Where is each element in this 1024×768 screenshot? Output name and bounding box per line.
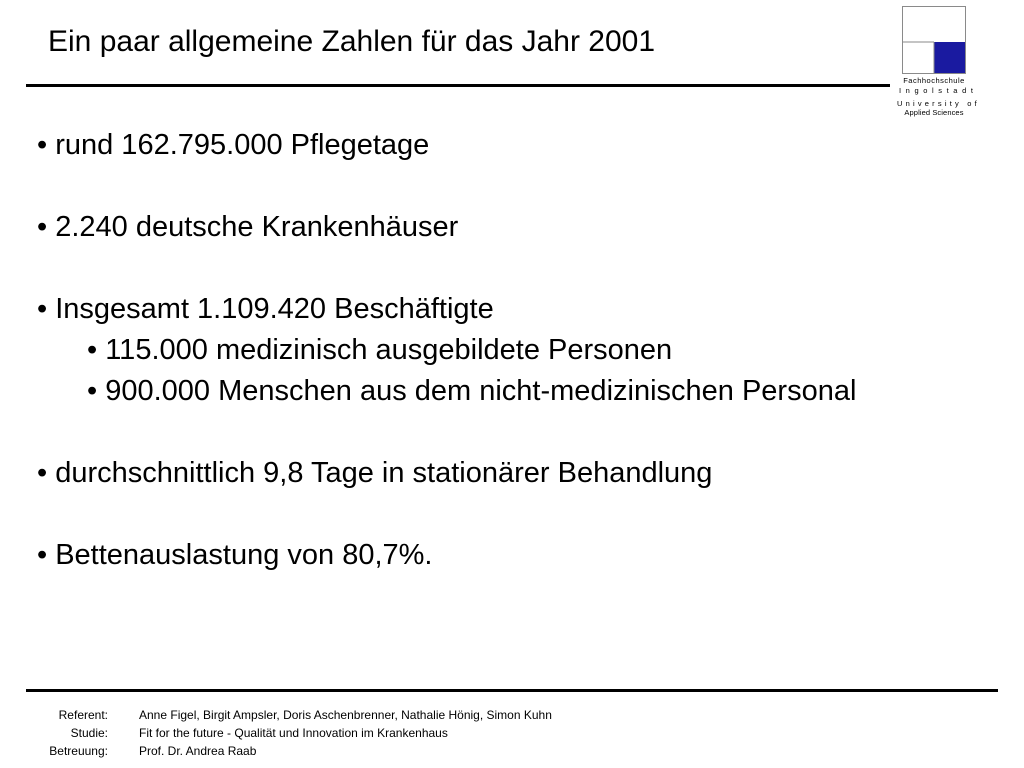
footer-label: Betreuung: — [49, 744, 108, 758]
bullet-item: • durchschnittlich 9,8 Tage in stationärer Behandlung — [37, 457, 713, 489]
footer-value: Prof. Dr. Andrea Raab — [139, 744, 257, 758]
footer-row-betreuung — [0, 742, 552, 760]
footer-row-studie — [0, 724, 552, 742]
bullet-item: • rund 162.795.000 Pflegetage — [37, 129, 430, 161]
slide-title: Ein paar allgemeine Zahlen für das Jahr 2001 — [48, 25, 656, 58]
logo-mark-icon — [902, 6, 966, 76]
logo-text-line: Applied Sciences — [904, 108, 964, 117]
bullet-item: • Bettenauslastung von 80,7%. — [37, 539, 433, 571]
logo-text-line: Fachhochschule — [903, 76, 965, 85]
footer-value: Anne Figel, Birgit Ampsler, Doris Aschenbrenner, Nathalie Hönig, Simon Kuhn — [139, 708, 552, 722]
bullet-item: • 2.240 deutsche Krankenhäuser — [37, 211, 459, 243]
footer-value: Fit for the future - Qualität und Innovation im Krankenhaus — [139, 726, 448, 740]
footer-row-referent — [0, 706, 552, 724]
sub-bullet-item: • 900.000 Menschen aus dem nicht-medizinischen Personal — [87, 375, 857, 407]
footer — [0, 706, 552, 760]
bullet-item — [37, 289, 887, 412]
logo-text-line: Ingolstadt — [899, 86, 978, 95]
logo-text-line: University of — [897, 99, 980, 108]
footer-label: Studie: — [70, 726, 108, 740]
footer-divider — [26, 689, 998, 692]
footer-label: Referent: — [58, 708, 108, 722]
bullet-text: • Insgesamt 1.109.420 Beschäftigte — [37, 293, 494, 325]
title-divider — [26, 84, 890, 87]
university-logo — [895, 0, 1000, 125]
sub-bullet-list — [37, 330, 887, 412]
bullet-list — [37, 125, 887, 576]
sub-bullet-item: • 115.000 medizinisch ausgebildete Personen — [87, 334, 673, 366]
